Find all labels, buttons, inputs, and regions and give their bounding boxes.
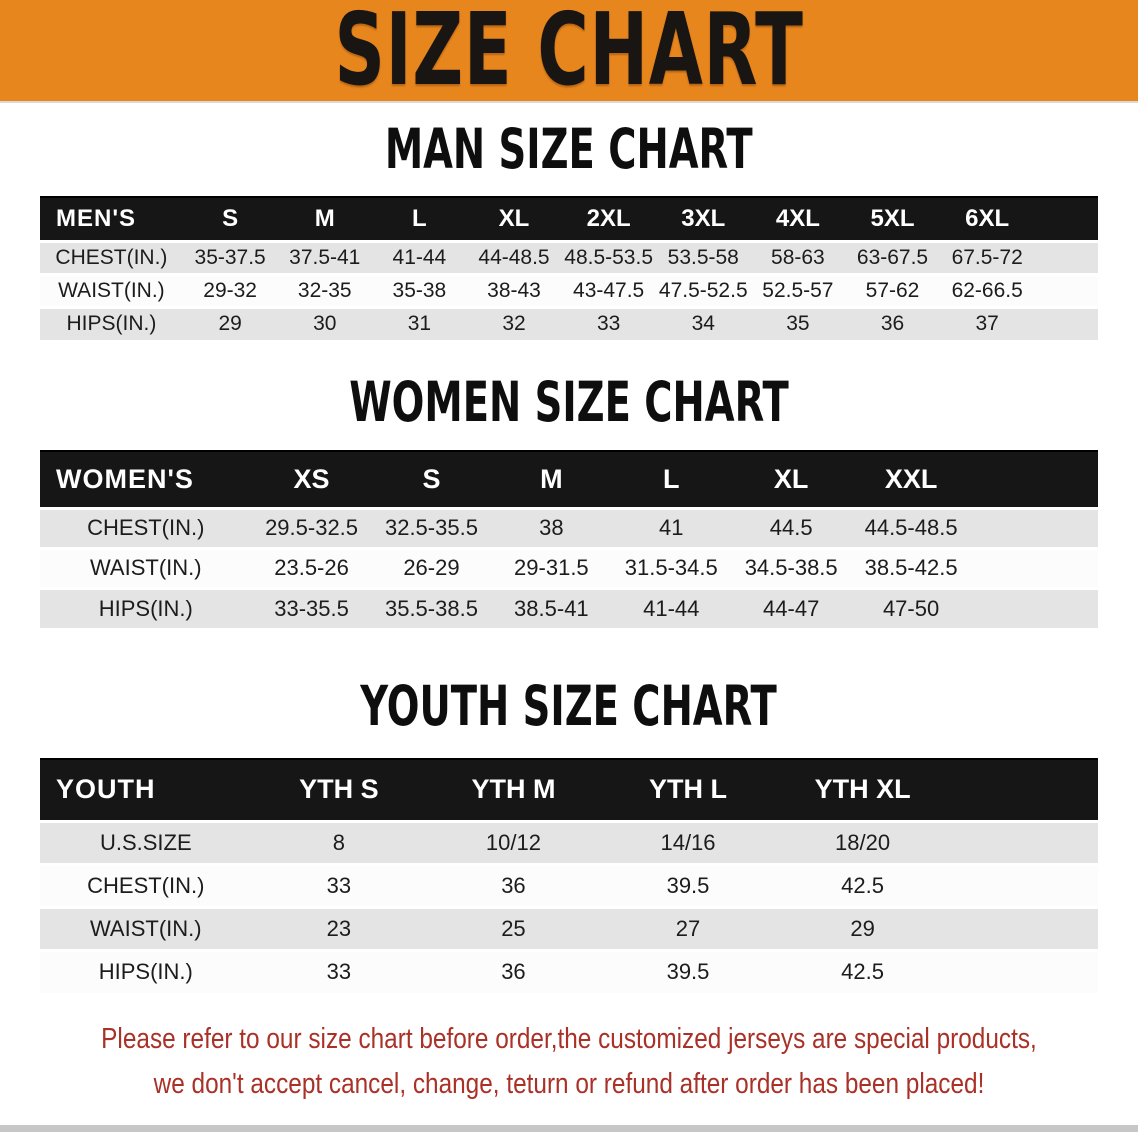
size-value-cell: 25 xyxy=(426,907,601,950)
row-filler-cell xyxy=(1035,274,1098,307)
youth-section-heading xyxy=(0,674,1138,738)
banner-title: SIZE CHART xyxy=(334,0,804,103)
header-filler-cell xyxy=(1035,197,1098,241)
table-title-cell: WOMEN'S xyxy=(40,451,252,508)
size-column-header: YTH S xyxy=(252,759,427,821)
size-value-cell: 57-62 xyxy=(845,274,940,307)
size-value-cell: 44.5-48.5 xyxy=(851,508,971,548)
size-value-cell: 32.5-35.5 xyxy=(372,508,492,548)
disclaimer xyxy=(0,1017,1138,1107)
size-value-cell: 41-44 xyxy=(372,241,467,274)
header-filler-cell xyxy=(971,451,1098,508)
mens-row-hips-in xyxy=(40,307,1098,340)
size-column-header: 3XL xyxy=(656,197,751,241)
measurement-row-label: HIPS(IN.) xyxy=(40,950,252,993)
youth-section-heading-text: YOUTH SIZE CHART xyxy=(360,674,778,738)
size-value-cell: 62-66.5 xyxy=(940,274,1035,307)
header-filler-cell xyxy=(950,759,1098,821)
measurement-row-label: CHEST(IN.) xyxy=(40,864,252,907)
men-section-heading-text: MAN SIZE CHART xyxy=(385,117,753,181)
size-value-cell: 37 xyxy=(940,307,1035,340)
size-value-cell: 29 xyxy=(775,907,950,950)
womens-row-chest-in xyxy=(40,508,1098,548)
mens-row-waist-in xyxy=(40,274,1098,307)
size-column-header: 6XL xyxy=(940,197,1035,241)
row-filler-cell xyxy=(1035,241,1098,274)
size-value-cell: 48.5-53.5 xyxy=(561,241,656,274)
size-value-cell: 63-67.5 xyxy=(845,241,940,274)
size-value-cell: 27 xyxy=(601,907,776,950)
size-column-header: L xyxy=(372,197,467,241)
youth-size-section xyxy=(0,674,1138,993)
youth-size-table xyxy=(40,758,1098,993)
bottom-strip xyxy=(0,1125,1138,1132)
size-value-cell: 41 xyxy=(611,508,731,548)
womens-size-table xyxy=(40,450,1098,628)
mens-row-chest-in xyxy=(40,241,1098,274)
size-value-cell: 67.5-72 xyxy=(940,241,1035,274)
size-value-cell: 35-37.5 xyxy=(183,241,278,274)
men-size-section xyxy=(0,117,1138,340)
size-value-cell: 26-29 xyxy=(372,548,492,588)
size-column-header: XL xyxy=(467,197,562,241)
size-value-cell: 39.5 xyxy=(601,950,776,993)
size-value-cell: 47.5-52.5 xyxy=(656,274,751,307)
size-column-header: S xyxy=(183,197,278,241)
size-column-header: XL xyxy=(731,451,851,508)
size-value-cell: 35 xyxy=(751,307,846,340)
size-value-cell: 36 xyxy=(845,307,940,340)
women-size-section xyxy=(0,370,1138,628)
size-column-header: M xyxy=(277,197,372,241)
size-column-header: 4XL xyxy=(751,197,846,241)
table-title-cell: MEN'S xyxy=(40,197,183,241)
measurement-row-label: HIPS(IN.) xyxy=(40,307,183,340)
row-filler-cell xyxy=(950,950,1098,993)
size-value-cell: 43-47.5 xyxy=(561,274,656,307)
size-value-cell: 38 xyxy=(491,508,611,548)
youth-row-waist-in xyxy=(40,907,1098,950)
size-value-cell: 47-50 xyxy=(851,588,971,628)
size-value-cell: 34.5-38.5 xyxy=(731,548,851,588)
youth-table xyxy=(40,758,1098,993)
youth-header-row xyxy=(40,759,1098,821)
size-value-cell: 31 xyxy=(372,307,467,340)
size-value-cell: 36 xyxy=(426,950,601,993)
size-value-cell: 18/20 xyxy=(775,821,950,864)
size-value-cell: 38.5-42.5 xyxy=(851,548,971,588)
size-value-cell: 35-38 xyxy=(372,274,467,307)
size-value-cell: 37.5-41 xyxy=(277,241,372,274)
size-value-cell: 53.5-58 xyxy=(656,241,751,274)
size-column-header: L xyxy=(611,451,731,508)
size-value-cell: 29-31.5 xyxy=(491,548,611,588)
men-section-heading xyxy=(0,117,1138,181)
measurement-row-label: U.S.SIZE xyxy=(40,821,252,864)
size-column-header: YTH XL xyxy=(775,759,950,821)
womens-row-hips-in xyxy=(40,588,1098,628)
row-filler-cell xyxy=(971,588,1098,628)
size-value-cell: 33-35.5 xyxy=(252,588,372,628)
disclaimer-line-2: we don't accept cancel, change, teturn or refund after order has been placed! xyxy=(153,1068,985,1100)
mens-size-table xyxy=(40,196,1098,340)
size-column-header: XXL xyxy=(851,451,971,508)
measurement-row-label: WAIST(IN.) xyxy=(40,548,252,588)
size-value-cell: 44-48.5 xyxy=(467,241,562,274)
womens-header-row xyxy=(40,451,1098,508)
size-value-cell: 33 xyxy=(252,864,427,907)
womens-table xyxy=(40,450,1098,628)
size-value-cell: 42.5 xyxy=(775,950,950,993)
size-value-cell: 52.5-57 xyxy=(751,274,846,307)
row-filler-cell xyxy=(950,864,1098,907)
youth-row-chest-in xyxy=(40,864,1098,907)
size-value-cell: 44-47 xyxy=(731,588,851,628)
measurement-row-label: WAIST(IN.) xyxy=(40,907,252,950)
size-column-header: XS xyxy=(252,451,372,508)
row-filler-cell xyxy=(950,907,1098,950)
youth-row-hips-in xyxy=(40,950,1098,993)
size-column-header: M xyxy=(491,451,611,508)
youth-row-u-s-size xyxy=(40,821,1098,864)
disclaimer-line-1: Please refer to our size chart before order,the customized jerseys are special products, xyxy=(101,1023,1037,1055)
size-column-header: S xyxy=(372,451,492,508)
size-value-cell: 39.5 xyxy=(601,864,776,907)
size-value-cell: 42.5 xyxy=(775,864,950,907)
table-title-cell: YOUTH xyxy=(40,759,252,821)
size-value-cell: 29 xyxy=(183,307,278,340)
measurement-row-label: CHEST(IN.) xyxy=(40,508,252,548)
size-value-cell: 23.5-26 xyxy=(252,548,372,588)
size-value-cell: 8 xyxy=(252,821,427,864)
mens-header-row xyxy=(40,197,1098,241)
size-column-header: YTH L xyxy=(601,759,776,821)
size-value-cell: 44.5 xyxy=(731,508,851,548)
size-value-cell: 33 xyxy=(252,950,427,993)
size-value-cell: 33 xyxy=(561,307,656,340)
measurement-row-label: HIPS(IN.) xyxy=(40,588,252,628)
size-chart-banner xyxy=(0,0,1138,103)
measurement-row-label: WAIST(IN.) xyxy=(40,274,183,307)
size-value-cell: 38.5-41 xyxy=(491,588,611,628)
size-value-cell: 30 xyxy=(277,307,372,340)
size-value-cell: 36 xyxy=(426,864,601,907)
row-filler-cell xyxy=(971,508,1098,548)
women-section-heading-text: WOMEN SIZE CHART xyxy=(349,370,789,434)
women-section-heading xyxy=(0,370,1138,434)
size-column-header: YTH M xyxy=(426,759,601,821)
womens-row-waist-in xyxy=(40,548,1098,588)
size-value-cell: 14/16 xyxy=(601,821,776,864)
size-value-cell: 35.5-38.5 xyxy=(372,588,492,628)
size-value-cell: 29-32 xyxy=(183,274,278,307)
size-value-cell: 10/12 xyxy=(426,821,601,864)
size-value-cell: 31.5-34.5 xyxy=(611,548,731,588)
row-filler-cell xyxy=(971,548,1098,588)
measurement-row-label: CHEST(IN.) xyxy=(40,241,183,274)
size-value-cell: 34 xyxy=(656,307,751,340)
mens-table xyxy=(40,196,1098,340)
size-value-cell: 29.5-32.5 xyxy=(252,508,372,548)
size-value-cell: 41-44 xyxy=(611,588,731,628)
size-value-cell: 58-63 xyxy=(751,241,846,274)
row-filler-cell xyxy=(950,821,1098,864)
size-value-cell: 32 xyxy=(467,307,562,340)
size-value-cell: 38-43 xyxy=(467,274,562,307)
size-column-header: 2XL xyxy=(561,197,656,241)
row-filler-cell xyxy=(1035,307,1098,340)
size-value-cell: 32-35 xyxy=(277,274,372,307)
size-value-cell: 23 xyxy=(252,907,427,950)
size-column-header: 5XL xyxy=(845,197,940,241)
